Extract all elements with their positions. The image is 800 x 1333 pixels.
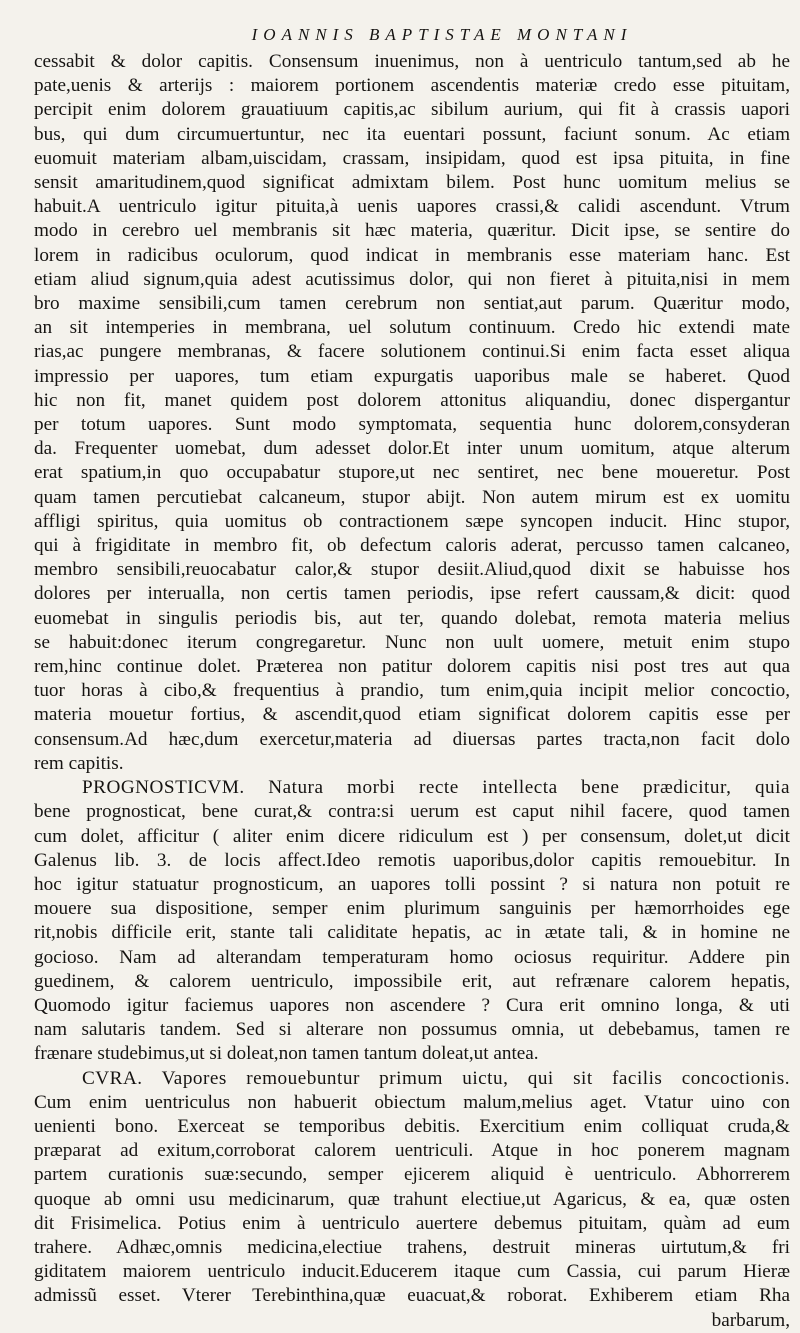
text-line: admissũ esset. Vterer Terebinthina,quæ euacuat,& roborat. Exhiberem etiam Rha	[34, 1285, 790, 1307]
text-line: Quomodo igitur faciemus uapores non ascendere ? Cura erit omnino longa, & uti	[34, 994, 790, 1016]
text-line: gocioso. Nam ad alterandam temperaturam homo ociosus requiritur. Addere pin	[34, 946, 790, 968]
text-line: barbarum,	[711, 1309, 790, 1331]
text-line: impressio per uapores, tum etiam expurgatis uaporibus male se haberet. Quod	[34, 365, 790, 387]
text-line: CVRA. Vapores remouebuntur primum uictu, qui sit facilis concoctionis.	[82, 1067, 790, 1089]
text-line: quam tamen percutiebat calcaneum, stupor abijt. Non autem mirum est ex uomitu	[34, 486, 790, 508]
text-line: sensit amaritudinem,quod significat admixtam bilem. Post hunc uomitum melius se	[34, 172, 790, 194]
text-line: erat spatium,in quo occupabatur stupore,ut nec sentiret, nec bene moueretur. Post	[34, 462, 790, 484]
text-line: membro sensibili,reuocabatur calor,& stupor desiit.Aliud,quod dixit se habuisse hos	[34, 559, 790, 581]
text-line: percipit enim dolorem grauatiuum capitis,ac sibilum aurium, qui fit à crassis uapori	[34, 99, 790, 121]
text-line: frænare studebimus,ut si doleat,non tamen tantum doleat,ut antea.	[34, 1043, 539, 1065]
text-line: Galenus lib. 3. de locis affect.Ideo remotis uaporibus,dolor capitis remouebitur. In	[34, 849, 790, 871]
text-line: pate,uenis & arterijs : maiorem portionem ascendentis materiæ credo esse pituitam,	[34, 75, 790, 97]
text-line: bus, qui dum circumuertuntur, nec ita euentari possunt, faciunt sonum. Ac etiam	[34, 123, 790, 145]
text-line: affligi spiritus, quia uomitus ob contractionem sæpe syncopen inducit. Hinc stupor,	[34, 510, 790, 532]
text-line: PROGNOSTICVM. Natura morbi recte intellecta bene prædicitur, quia	[82, 777, 790, 799]
text-line: hoc igitur statuatur prognosticum, an uapores tolli possint ? si natura non potuit re	[34, 873, 790, 895]
text-line: qui à frigiditate in membro fit, ob defectum caloris aderat, percusso tamen calcaneo,	[34, 535, 790, 557]
text-line: trahere. Adhæc,omnis medicina,electiue trahens, destruit mineras uirtutum,& fri	[34, 1236, 790, 1258]
text-line: rit,nobis difficile erit, stante tali caliditate hepatis, ac in ætate tali, & in homine ne	[34, 922, 790, 944]
text-line: modo in cerebro uel membranis sit hæc materia, quæritur. Dicit ipse, se sentire do	[34, 220, 790, 242]
text-line: rem capitis.	[34, 752, 124, 774]
text-line: partem curationis suæ:secundo, semper ejicerem aliquid è uentriculo. Abhorrerem	[34, 1164, 790, 1186]
text-line: tuor horas à cibo,& frequentius à prandio, tum enim,quia incipit melior concoctio,	[34, 680, 790, 702]
text-line: bro maxime sensibili,cum tamen cerebrum non sentiat,aut parum. Quæritur modo,	[34, 293, 790, 315]
text-line: euomuit materiam albam,uiscidam, crassam, insipidam, quod est ipsa pituita, in fine	[34, 147, 790, 169]
text-line: bene prognosticat, bene curat,& contra:si uerum est caput nihil facere, quod tamen	[34, 801, 790, 823]
text-line: materia mouetur fortius, & ascendit,quod etiam significat dolorem capitis esse per	[34, 704, 790, 726]
text-line: mouere sua dispositione, semper enim plurimum sanguinis per hæmorrhoides ege	[34, 898, 790, 920]
text-line: rias,ac pungere membranas, & facere solutionem continui.Si enim facta esset aliqua	[34, 341, 790, 363]
text-line: se habuit:donec iterum congregaretur. Nunc non uult uomere, metuit enim stupo	[34, 631, 790, 653]
text-line: hic non fit, manet quidem post dolorem attonitus aliquandiu, donec dispergantur	[34, 389, 790, 411]
text-line: præparat ad exitum,corroborat calorem uentriculi. Atque in hoc ponerem magnam	[34, 1140, 790, 1162]
text-line: cum dolet, afficitur ( aliter enim dicere ridiculum est ) per consensum, dolet,ut dicit	[34, 825, 790, 847]
text-line: rem,hinc continue dolet. Præterea non patitur dolorem capitis nisi post tres aut qua	[34, 656, 790, 678]
running-head: IOANNIS BAPTISTAE MONTANI	[251, 25, 633, 44]
text-line: euomebat in singulis periodis bis, aut ter, quando dolebat, remota materia melius	[34, 607, 790, 629]
text-line: uenienti bono. Exerceat se temporibus debitis. Exercitium enim colliquat cruda,&	[34, 1115, 790, 1137]
text-line: lorem in radicibus oculorum, quod indicat in membranis esse materiam hanc. Est	[34, 244, 790, 266]
body-text	[34, 50, 790, 1333]
text-line: dolores per interualla, non certis tamen periodis, ipse refert caussam,& dicit: quod	[34, 583, 790, 605]
text-line: cessabit & dolor capitis. Consensum inuenimus, non à uentriculo tantum,sed ab he	[34, 51, 790, 72]
text-line: per totum uapores. Sunt modo symptomata, sequentia hunc dolorem,consyderan	[34, 414, 790, 436]
text-line: guedinem, & calorem uentriculo, impossibile erit, aut refrænare calorem hepatis,	[34, 970, 790, 992]
text-line: consensum.Ad hæc,dum exercetur,materia ad diuersas partes tracta,non facit dolo	[34, 728, 790, 750]
text-line: nam salutaris tandem. Sed si alterare non possumus omnia, ut debebamus, tamen re	[34, 1019, 790, 1041]
text-line: dit Frisimelica. Potius enim à uentriculo auertere debemus pituitam, quàm ad eum	[34, 1212, 790, 1234]
text-line: da. Frequenter uomebat, dum adesset dolor.Et inter unum uomitum, atque alterum	[34, 438, 790, 460]
text-line: Cum enim uentriculus non habuerit obiectum malum,melius aget. Vtatur uino con	[34, 1091, 790, 1113]
text-line: habuit.A uentriculo igitur pituita,à uenis uapores crassi,& calidi ascendunt. Vtrum	[34, 196, 790, 218]
text-line: quoque ab omni usu medicinarum, quæ trahunt electiue,ut Agaricus, & ea, quæ osten	[34, 1188, 790, 1210]
text-line: giditatem maiorem uentriculo inducit.Educerem itaque cum Cassia, cui parum Hieræ	[34, 1261, 790, 1283]
text-line: an sit intemperies in membrana, uel solutum continuum. Credo hic extendi mate	[34, 317, 790, 339]
text-line: etiam aliud signum,quia adest acutissimus dolor, qui non fieret à pituita,nisi in mem	[34, 268, 790, 290]
